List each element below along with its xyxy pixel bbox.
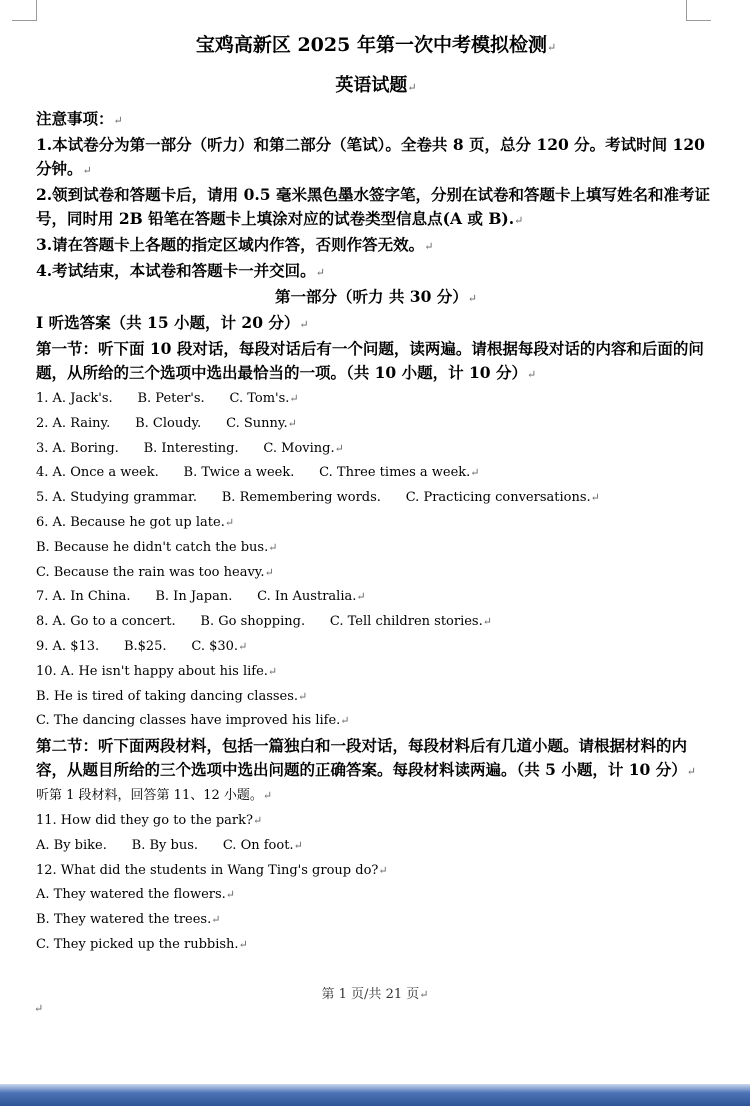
question-12-option-b: B. They watered the trees.↵ (36, 912, 221, 928)
margin-corner-left (12, 0, 37, 21)
notice-1: 1.本试卷分为第一部分（听力）和第二部分（笔试）。全卷共 8 页，总分 120 分。考试时间 120 分钟。↵ (36, 135, 705, 178)
material-1-note: 听第 1 段材料，回答第 11、12 小题。↵ (36, 788, 273, 804)
question-6-option-b: B. Because he didn't catch the bus.↵ (36, 539, 278, 555)
question-5: 5. A. Studying grammar. B. Remembering words. C. Practicing conversations.↵ (36, 490, 600, 506)
page-footer: 第 1 页/共 21 页↵ (321, 987, 429, 1002)
notice-2: 2.领到试卷和答题卡后，请用 0.5 毫米黑色墨水签字笔，分别在试卷和答题卡上填写姓名和准考证号，同时用 2B 铅笔在答题卡上填涂对应的试卷类型信息点(A 或 B).↵ (36, 185, 710, 228)
notice-3: 3.请在答题卡上各题的指定区域内作答，否则作答无效。↵ (36, 235, 434, 254)
notice-4: 4.考试结束，本试卷和答题卡一并交回。↵ (36, 261, 325, 280)
question-12-option-c: C. They picked up the rubbish.↵ (36, 936, 248, 952)
trailing-paragraph-mark: ↵ (34, 1002, 44, 1015)
section1-heading: Ⅰ 听选答案（共 15 小题，计 20 分）↵ (36, 313, 309, 332)
exam-title: 宝鸡高新区 2025 年第一次中考模拟检测↵ (195, 34, 557, 56)
question-11-options: A. By bike. B. By bus. C. On foot.↵ (36, 837, 303, 853)
question-6-option-a: 6. A. Because he got up late.↵ (36, 514, 235, 530)
question-4: 4. A. Once a week. B. Twice a week. C. Three times a week.↵ (36, 465, 480, 481)
question-8: 8. A. Go to a concert. B. Go shopping. C. Tell children stories.↵ (36, 614, 492, 630)
question-7: 7. A. In China. B. In Japan. C. In Australia.↵ (36, 589, 366, 605)
section2-instructions: 第二节：听下面两段材料，包括一篇独白和一段对话，每段材料后有几道小题。请根据材料的内容，从题目所给的三个选项中选出问题的正确答案。每段材料读两遍。（共 5 小题，计 10 分）↵ (36, 736, 696, 780)
question-10-option-a: 10. A. He isn't happy about his life.↵ (36, 663, 278, 679)
question-3: 3. A. Boring. B. Interesting. C. Moving.↵ (36, 440, 344, 456)
question-6-option-c: C. Because the rain was too heavy.↵ (36, 564, 274, 580)
question-12-stem: 12. What did the students in Wang Ting's group do?↵ (36, 862, 388, 878)
question-1: 1. A. Jack's. B. Peter's. C. Tom's.↵ (36, 391, 299, 406)
section1-instructions: 第一节：听下面 10 段对话，每段对话后有一个问题，读两遍。请根据每段对话的内容和后面的问题，从所给的三个选项中选出最恰当的一项。（共 10 小题，计 10 分）↵ (36, 339, 704, 382)
question-12-option-a: A. They watered the flowers.↵ (36, 887, 236, 903)
window-bottom-bar (0, 1084, 750, 1106)
question-10-option-c: C. The dancing classes have improved his life.↵ (36, 713, 350, 729)
notice-heading: 注意事项：↵ (36, 109, 123, 128)
margin-corner-right (686, 0, 711, 21)
question-9: 9. A. $13. B.$25. C. $30.↵ (36, 638, 248, 654)
part1-heading: 第一部分（听力 共 30 分）↵ (275, 287, 477, 306)
question-11-stem: 11. How did they go to the park?↵ (36, 812, 263, 828)
question-10-option-b: B. He is tired of taking dancing classes.↵ (36, 688, 308, 704)
exam-subtitle: 英语试题↵ (335, 75, 417, 96)
question-2: 2. A. Rainy. B. Cloudy. C. Sunny.↵ (36, 415, 297, 431)
document-page (36, 30, 716, 958)
